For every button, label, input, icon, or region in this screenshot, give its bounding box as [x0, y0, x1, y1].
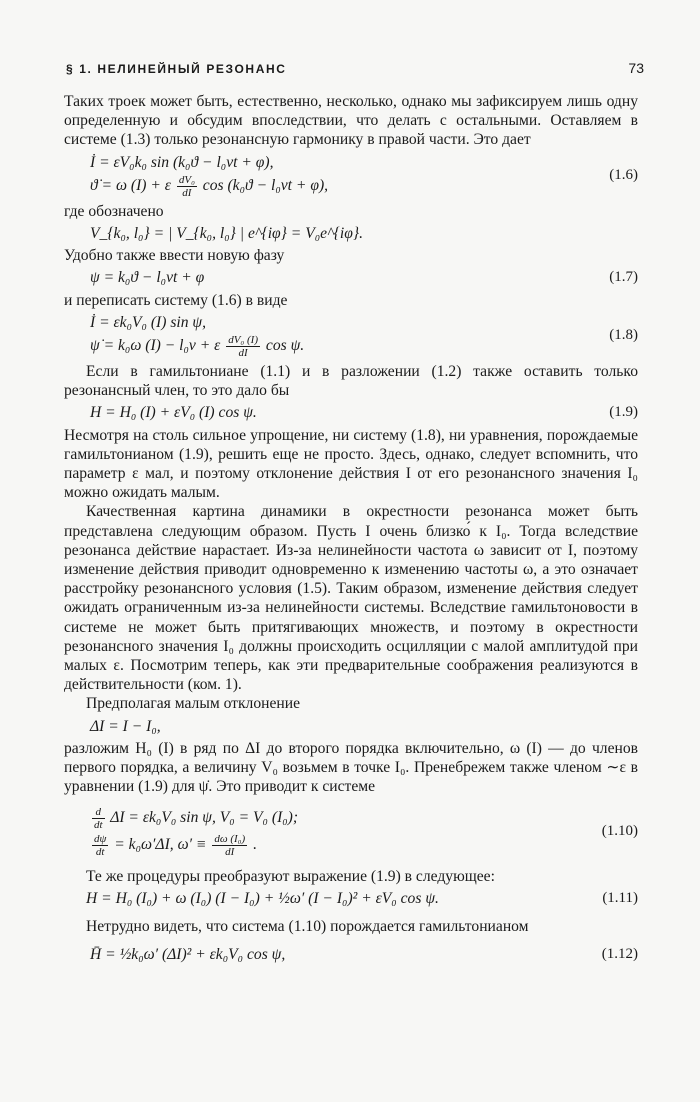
equation-number: (1.8) — [609, 327, 638, 344]
equation-1-10 — [64, 805, 638, 859]
paragraph: Таких троек может быть, естественно, несколько, однако мы зафиксируем лишь одну определенную и обсудим впоследствии, что делать с остальными. Оставляем в системе (1.3) только резонансную гармонику в правой части. Это дает — [64, 93, 638, 149]
fraction-numerator: dV₀ (I) — [228, 334, 258, 347]
equation-part: cos (k₀ϑ − l₀νt + φ), — [202, 176, 329, 194]
fraction-numerator: dω (I₀) — [214, 832, 246, 845]
fraction-numerator: dV₀ — [178, 173, 195, 186]
paragraph: Если в гамильтониане (1.1) и в разложении (1.2) также оставить только резонансный член, то это дало бы — [64, 363, 638, 400]
page-body — [64, 92, 638, 967]
fraction-denominator: dI — [182, 186, 192, 199]
equation-part: cos ψ. — [265, 337, 305, 355]
paragraph: Нетрудно видеть, что система (1.10) порождается гамильтонианом — [86, 917, 529, 935]
equation-1-9 — [64, 402, 638, 423]
paragraph: Качественная картина динамики в окрестности резонанса может быть представлена следующим образом. Пусть I очень близко́ к I₀. Тогда вследствие резонанса действие нарастает. Из-за нелинейности частота ω зависит от I, поэтому изменение действия приводит одновременно к изменению частоты ω, а это означает расстройку резонансного условия (1.5). Таким образом, изменение действия следует ожидать ограниченным из-за нелинейности системы. Вследствие гамильтоновости в системе не может быть притягивающих множеств, и поэтому в окрестности резонансного значения I₀ должны происходить осцилляции с малой амплитудой при малых ε. Посмотрим теперь, как эти предварительные соображения реализуются в действительности (ком. 1). — [64, 503, 638, 694]
equation-line: İ = εk₀V₀ (I) sin ψ, — [90, 313, 207, 331]
fraction — [177, 174, 197, 199]
equation-line: V_{k₀, l₀} = | V_{k₀, l₀} | e^{iφ} = V₀e^{iφ}. — [90, 225, 363, 243]
fraction-denominator: dt — [94, 818, 103, 831]
section-title: § 1. НЕЛИНЕЙНЫЙ РЕЗОНАНС — [66, 62, 287, 76]
paragraph: Те же процедуры преобразуют выражение (1.9) в следующее: — [86, 867, 495, 885]
paragraph: разложим H₀ (I) в ряд по ΔI до второго порядка включительно, ω (I) — до членов первого порядка, а величину V₀ возьмем в точке I₀. Пренебрежем также членом ∼ε в уравнении (1.9) для ψ̇. Это приводит к системе — [64, 739, 638, 796]
equation-number: (1.7) — [609, 269, 638, 286]
equation-part: ϑ̇ = ω (I) + ε — [90, 176, 171, 194]
equation-number: (1.11) — [602, 889, 638, 906]
fraction-denominator: dI — [225, 845, 235, 858]
equation-line — [90, 832, 298, 859]
equation-1-8 — [64, 312, 638, 360]
equation-1-6 — [64, 152, 638, 200]
paragraph: и переписать систему (1.6) в виде — [64, 291, 288, 309]
fraction-denominator: dI — [238, 347, 248, 360]
equation-part: ψ̇ = k₀ω (I) − l₀ν + ε — [90, 337, 221, 355]
equation-line: H = H₀ (I) + εV₀ (I) cos ψ. — [90, 404, 257, 422]
equation-line: H = H₀ (I₀) + ω (I₀) (I − I₀) + ½ω′ (I − I₀)² + εV₀ cos ψ. — [86, 889, 439, 907]
page-number: 73 — [628, 60, 644, 76]
fraction-numerator: dψ — [94, 832, 107, 845]
equation-number: (1.9) — [609, 404, 638, 421]
equation-line: H̄ = ½k₀ω′ (ΔI)² + εk₀V₀ cos ψ, — [90, 946, 286, 964]
equation-line — [90, 333, 304, 360]
paragraph: Несмотря на столь сильное упрощение, ни систему (1.8), ни уравнения, порождаемые гамильтонианом (1.9), решить еще не просто. Здесь, однако, следует вспомнить, что параметр ε мал, и поэтому отклонение действия I от его резонансного значения I₀ можно ожидать малым. — [64, 426, 638, 502]
running-header — [66, 60, 644, 76]
equation-number: (1.10) — [601, 822, 638, 839]
equation-part: ΔI = εk₀V₀ sin ψ, V₀ = V₀ (I₀); — [110, 808, 299, 826]
paragraph: Удобно также ввести новую фазу — [64, 247, 285, 265]
equation-1-7 — [64, 267, 638, 288]
fraction — [92, 833, 108, 858]
fraction — [212, 833, 247, 858]
equation-1-11 — [64, 888, 638, 909]
equation-delta-i — [64, 716, 638, 737]
equation-number: (1.6) — [609, 167, 638, 184]
equation-line: ΔI = I − I₀, — [90, 717, 161, 735]
paragraph: где обозначено — [64, 202, 164, 220]
equation-part: = k₀ω′ΔI, ω′ ≡ — [114, 835, 207, 853]
equation-v — [64, 223, 638, 244]
fraction — [226, 334, 260, 359]
equation-line — [90, 173, 328, 200]
fraction — [92, 806, 105, 831]
equation-1-12 — [64, 944, 638, 965]
fraction-denominator: dt — [95, 845, 105, 858]
fraction-numerator: d — [92, 806, 105, 819]
paragraph: Предполагая малым отклонение — [86, 695, 301, 713]
equation-part: . — [253, 835, 257, 853]
equation-line — [90, 805, 298, 832]
equation-line: ψ = k₀ϑ − l₀νt + φ — [90, 269, 205, 287]
equation-number: (1.12) — [601, 946, 638, 963]
equation-line: İ = εV₀k₀ sin (k₀ϑ − l₀νt + φ), — [90, 153, 274, 171]
